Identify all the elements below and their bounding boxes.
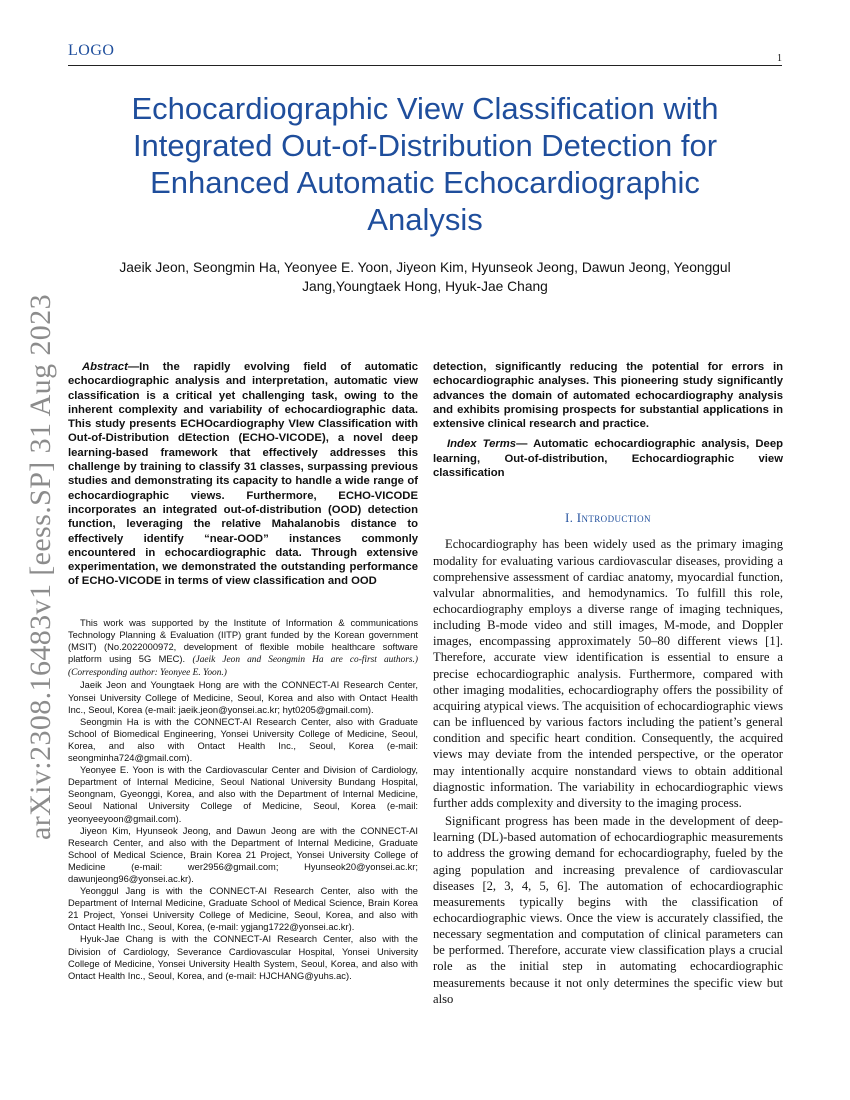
abstract-label: Abstract (82, 361, 128, 373)
footnotes (68, 617, 418, 982)
section-number: I. (565, 511, 577, 526)
paper-title: Echocardiographic View Classification with Integrated Out-of-Distribution Detection for Enhanced Automatic Echocardiographic Analysis (131, 91, 719, 237)
arxiv-identifier: arXiv:2308.16483v1 [eess.SP] 31 Aug 2023 (24, 294, 57, 840)
right-column (433, 360, 783, 1007)
body-paragraph: Echocardiography has been widely used as the primary imaging modality for evaluating various cardiovascular diseases, providing a comprehensive assessment of cardiac anatomy, myocardial function, valvular abnormalities, and hemodynamics. To fulfill this role, echocardiography employs a diverse range of imaging techniques, including B-mode video and still images, M-mode, and Doppler images, encompassing approximately 50–80 different views [1]. Therefore, accurate view identification is essential to ensure a precise echocardiographic analysis. Furthermore, compared with other imaging modalities, echocardiography offers the possibility of acquiring atypical views. The acquisition of echocardiographic views can be influenced by various factors including the patient’s general condition and specific heart condition. Consequently, the acquired views may deviate from the intended perspective, or the operator may intentionally acquire nonstandard views to obtain additional diagnostic information. The variability in echocardiographic views further adds complexity and diversity to the imaging process. (433, 537, 783, 810)
arxiv-stamp (22, 280, 62, 840)
abstract-continued: detection, significantly reducing the potential for errors in echocardiographic analyses. This pioneering study significantly advances the domain of automated echocardiography analysis and exhibits promising prospects for substantial applications in extensive clinical research and practice. (433, 361, 783, 431)
affiliation-note: Yeonyee E. Yoon is with the Cardiovascular Center and Division of Cardiology, Department of Internal Medicine, Seoul National University Bundang Hospital, Seongnam, Gyeonggi, Korea, and also with the Department of Internal Medicine, Seoul National University College of Medicine, Seoul, Korea (e-mail: yeonyeeyoon@gmail.com). (68, 765, 418, 824)
funding-note (68, 617, 418, 679)
abstract-text: —In the rapidly evolving field of automatic echocardiographic analysis and interpretation, automatic view classification is a critical yet challenging task, owing to the inherent complexity and variability of echocardiographic data. This study presents ECHOcardiography VIew Classification with Out-of-Distribution dEtection (ECHO-VICODE), a novel deep learning-based framework that effectively addresses this challenge by training to classify 31 classes, surpassing previous studies and demonstrating its capacity to handle a wide range of echocardiographic views. Furthermore, ECHO-VICODE incorporates an integrated out-of-distribution (OOD) detection function, leveraging the relative Mahalanobis distance to effectively identify “near-OOD” instances commonly encountered in echocardiographic data. Through extensive experimentation, we demonstrated the outstanding performance of ECHO-VICODE in terms of view classification and OOD (68, 361, 418, 588)
affiliation-note: Hyuk-Jae Chang is with the CONNECT-AI Research Center, also with the Division of Cardiology, Severance Cardiovascular Hospital, Yonsei University College of Medicine, Yonsei University Health System, Seoul, Korea, and also with Ontact Health Inc., Seoul, Korea, and (e-mail: HJCHANG@yuhs.ac). (68, 934, 418, 981)
page-number: 1 (777, 53, 782, 64)
abstract (68, 360, 418, 589)
index-terms (433, 437, 783, 480)
affiliation-note: Jaeik Jeon and Youngtaek Hong are with the CONNECT-AI Research Center, Yonsei University College of Medicine, Seoul, Korea and also with Ontact Health Inc., Seoul, Korea (e-mail: jaeik.jeon@yonsei.ac.kr; hyt0205@gmail.com). (68, 680, 418, 715)
affiliation-note: Seongmin Ha is with the CONNECT-AI Research Center, also with Graduate School of Biomedical Engineering, Yonsei University College of Medicine, Seoul, Korea, and also with Ontact Health Inc., Seoul, Korea (e-mail: seongminha724@gmail.com). (68, 716, 418, 764)
section-heading-introduction (433, 510, 783, 526)
author-list: Jaeik Jeon, Seongmin Ha, Yeonyee E. Yoon, Jiyeon Kim, Hyunseok Jeong, Dawun Jeong, Yeonggul Jang,Youngtaek Hong, Hyuk-Jae Chang (119, 260, 731, 294)
affiliation-note: Jiyeon Kim, Hyunseok Jeong, and Dawun Jeong are with the CONNECT-AI Research Center, and also with the Department of Internal Medicine, Graduate School of Medical Science, Brain Korea 21 Project, Yonsei University College of Medicine (e-mail: wer2956@gmail.com; Hyunseok20@yonsei.ac.kr; dawunjeong96@yonsei.ac.kr). (68, 825, 418, 884)
index-terms-label: Index Terms (447, 438, 517, 451)
affiliation-note: Yeonggul Jang is with the CONNECT-AI Research Center, also with the Department of Internal Medicine, Graduate School of Medical Science, Brain Korea 21 Project, Yonsei University College of Medicine, Seoul, Korea, and also with Ontact Health Inc., Seoul, Korea, (e-mail: ygjang1722@yonsei.ac.kr). (68, 886, 418, 933)
left-column (68, 360, 418, 589)
section-title: Introduction (576, 510, 651, 526)
journal-logo: LOGO (68, 42, 115, 59)
co-first-author-note: (Jaeik Jeon and Seongmin Ha are co-first authors.) (Corresponding author: Yeonyee E. Yoon.) (68, 655, 418, 679)
header-rule (68, 65, 782, 66)
funding-text: This work was supported by the Institute of Information & communications Technology Planning & Evaluation (IITP) grant funded by the Korean government (MSIT) (No.2022000972, development of flexible mobile healthcare software platform using 5G MEC). (68, 618, 418, 665)
body-paragraph: Significant progress has been made in the development of deep-learning (DL)-based automation of echocardiographic measurements to address the growing demand for echocardiography, fueled by the aging population and increasing prevalence of cardiovascular diseases [2, 3, 4, 5, 6]. The automation of echocardiographic measurements typically begins with the classification of echocardiographic views. Once the view is accurately classified, the necessary segmentation and computation of clinical parameters can be performed. Therefore, accurate view classification plays a crucial role as the initial step in automating echocardiographic measurements because it not only determines the specific view but also (433, 814, 783, 1006)
index-terms-text: — Automatic echocardiographic analysis, Deep learning, Out-of-distribution, Echocardiographic view classification (433, 438, 783, 480)
